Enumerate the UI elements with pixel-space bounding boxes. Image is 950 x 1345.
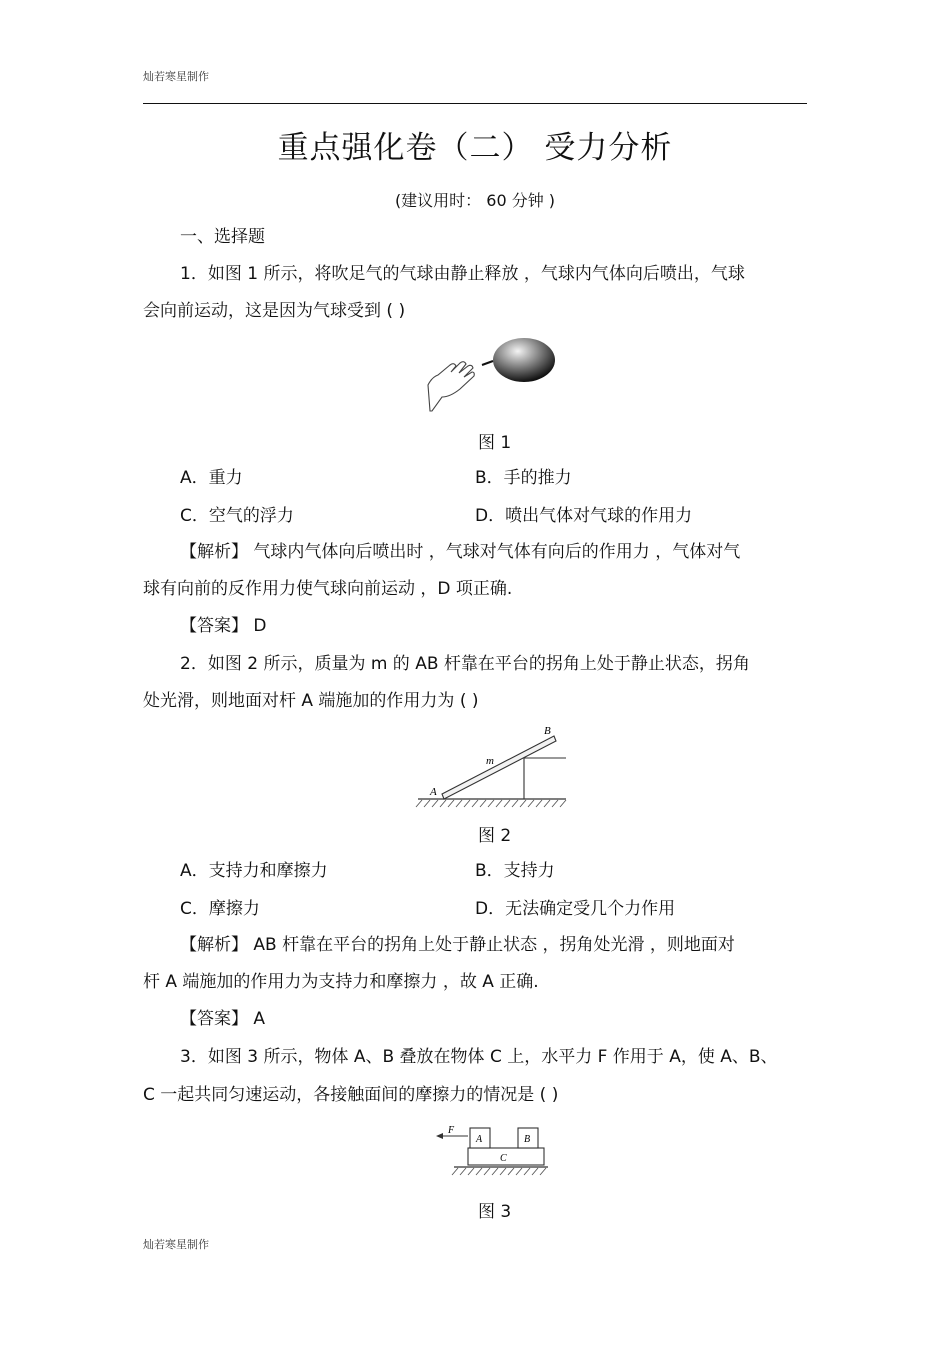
q1-answer: 【答案】 D (180, 616, 267, 636)
footer-watermark: 灿若寒星制作 (143, 1238, 209, 1251)
page-title: 重点强化卷（二） 受力分析 (277, 130, 673, 166)
q1-option-c: C．空气的浮力 (180, 506, 294, 526)
q1-analysis-line1: 【解析】 气球内气体向后喷出时 ，气球对气体有向后的作用力 ，气体对气 (180, 542, 741, 562)
q2-analysis-line1: 【解析】 AB 杆靠在平台的拐角上处于静止状态 ，拐角处光滑 ，则地面对 (180, 935, 735, 955)
q2-figure-rod (414, 722, 574, 810)
label-a: A (430, 786, 437, 798)
label-f: F (448, 1125, 455, 1136)
q1-figure-caption: 图 1 (478, 433, 512, 453)
q2-option-a: A．支持力和摩擦力 (180, 861, 328, 881)
balloon-neck (482, 361, 493, 365)
label-b: B (524, 1134, 531, 1145)
q2-option-c: C．摩擦力 (180, 899, 260, 919)
q3-stem-line2: C 一起共同匀速运动，各接触面间的摩擦力的情况是 ( ) (143, 1085, 559, 1105)
balloon-shape (493, 338, 555, 382)
q1-figure-balloon (420, 335, 560, 415)
platform (524, 758, 566, 799)
label-c: C (500, 1153, 507, 1164)
q2-option-d: D．无法确定受几个力作用 (475, 899, 676, 919)
label-m: m (486, 755, 494, 767)
q2-stem-line1: 2．如图 2 所示，质量为 m 的 AB 杆靠在平台的拐角上处于静止状态，拐角 (180, 654, 750, 674)
q2-stem-line2: 处光滑，则地面对杆 A 端施加的作用力为 ( ) (143, 691, 479, 711)
q2-answer: 【答案】 A (180, 1009, 266, 1029)
q3-figure-caption: 图 3 (478, 1202, 512, 1222)
label-b: B (544, 725, 551, 737)
q3-stem-line1: 3．如图 3 所示，物体 A、B 叠放在物体 C 上，水平力 F 作用于 A，使 A、B、 (180, 1047, 778, 1067)
q2-analysis-line2: 杆 A 端施加的作用力为支持力和摩擦力 ，故 A 正确. (143, 972, 539, 992)
rod-ab (442, 736, 556, 799)
ground-hatching (452, 1168, 546, 1175)
q2-figure-caption: 图 2 (478, 826, 512, 846)
q1-option-a: A．重力 (180, 468, 243, 488)
q1-option-b: B．手的推力 (475, 468, 572, 488)
force-arrowhead-icon (436, 1133, 443, 1139)
q1-stem-line1: 1．如图 1 所示，将吹足气的气球由静止释放 ，气球内气体向后喷出，气球 (180, 264, 745, 284)
header-watermark: 灿若寒星制作 (143, 70, 209, 83)
q1-stem-line2: 会向前运动，这是因为气球受到 ( ) (143, 301, 406, 321)
ground-hatching (416, 800, 566, 807)
section-heading: 一、选择题 (180, 227, 265, 247)
q1-analysis-line2: 球有向前的反作用力使气球向前运动 ，D 项正确. (143, 579, 513, 599)
q1-option-d: D．喷出气体对气球的作用力 (475, 506, 693, 526)
header-rule (143, 103, 807, 104)
q3-figure-blocks (432, 1122, 556, 1180)
hand-icon (428, 362, 474, 411)
page-subtitle: (建议用时： 60 分钟 ) (394, 191, 556, 210)
label-a: A (476, 1134, 483, 1145)
q2-option-b: B．支持力 (475, 861, 555, 881)
